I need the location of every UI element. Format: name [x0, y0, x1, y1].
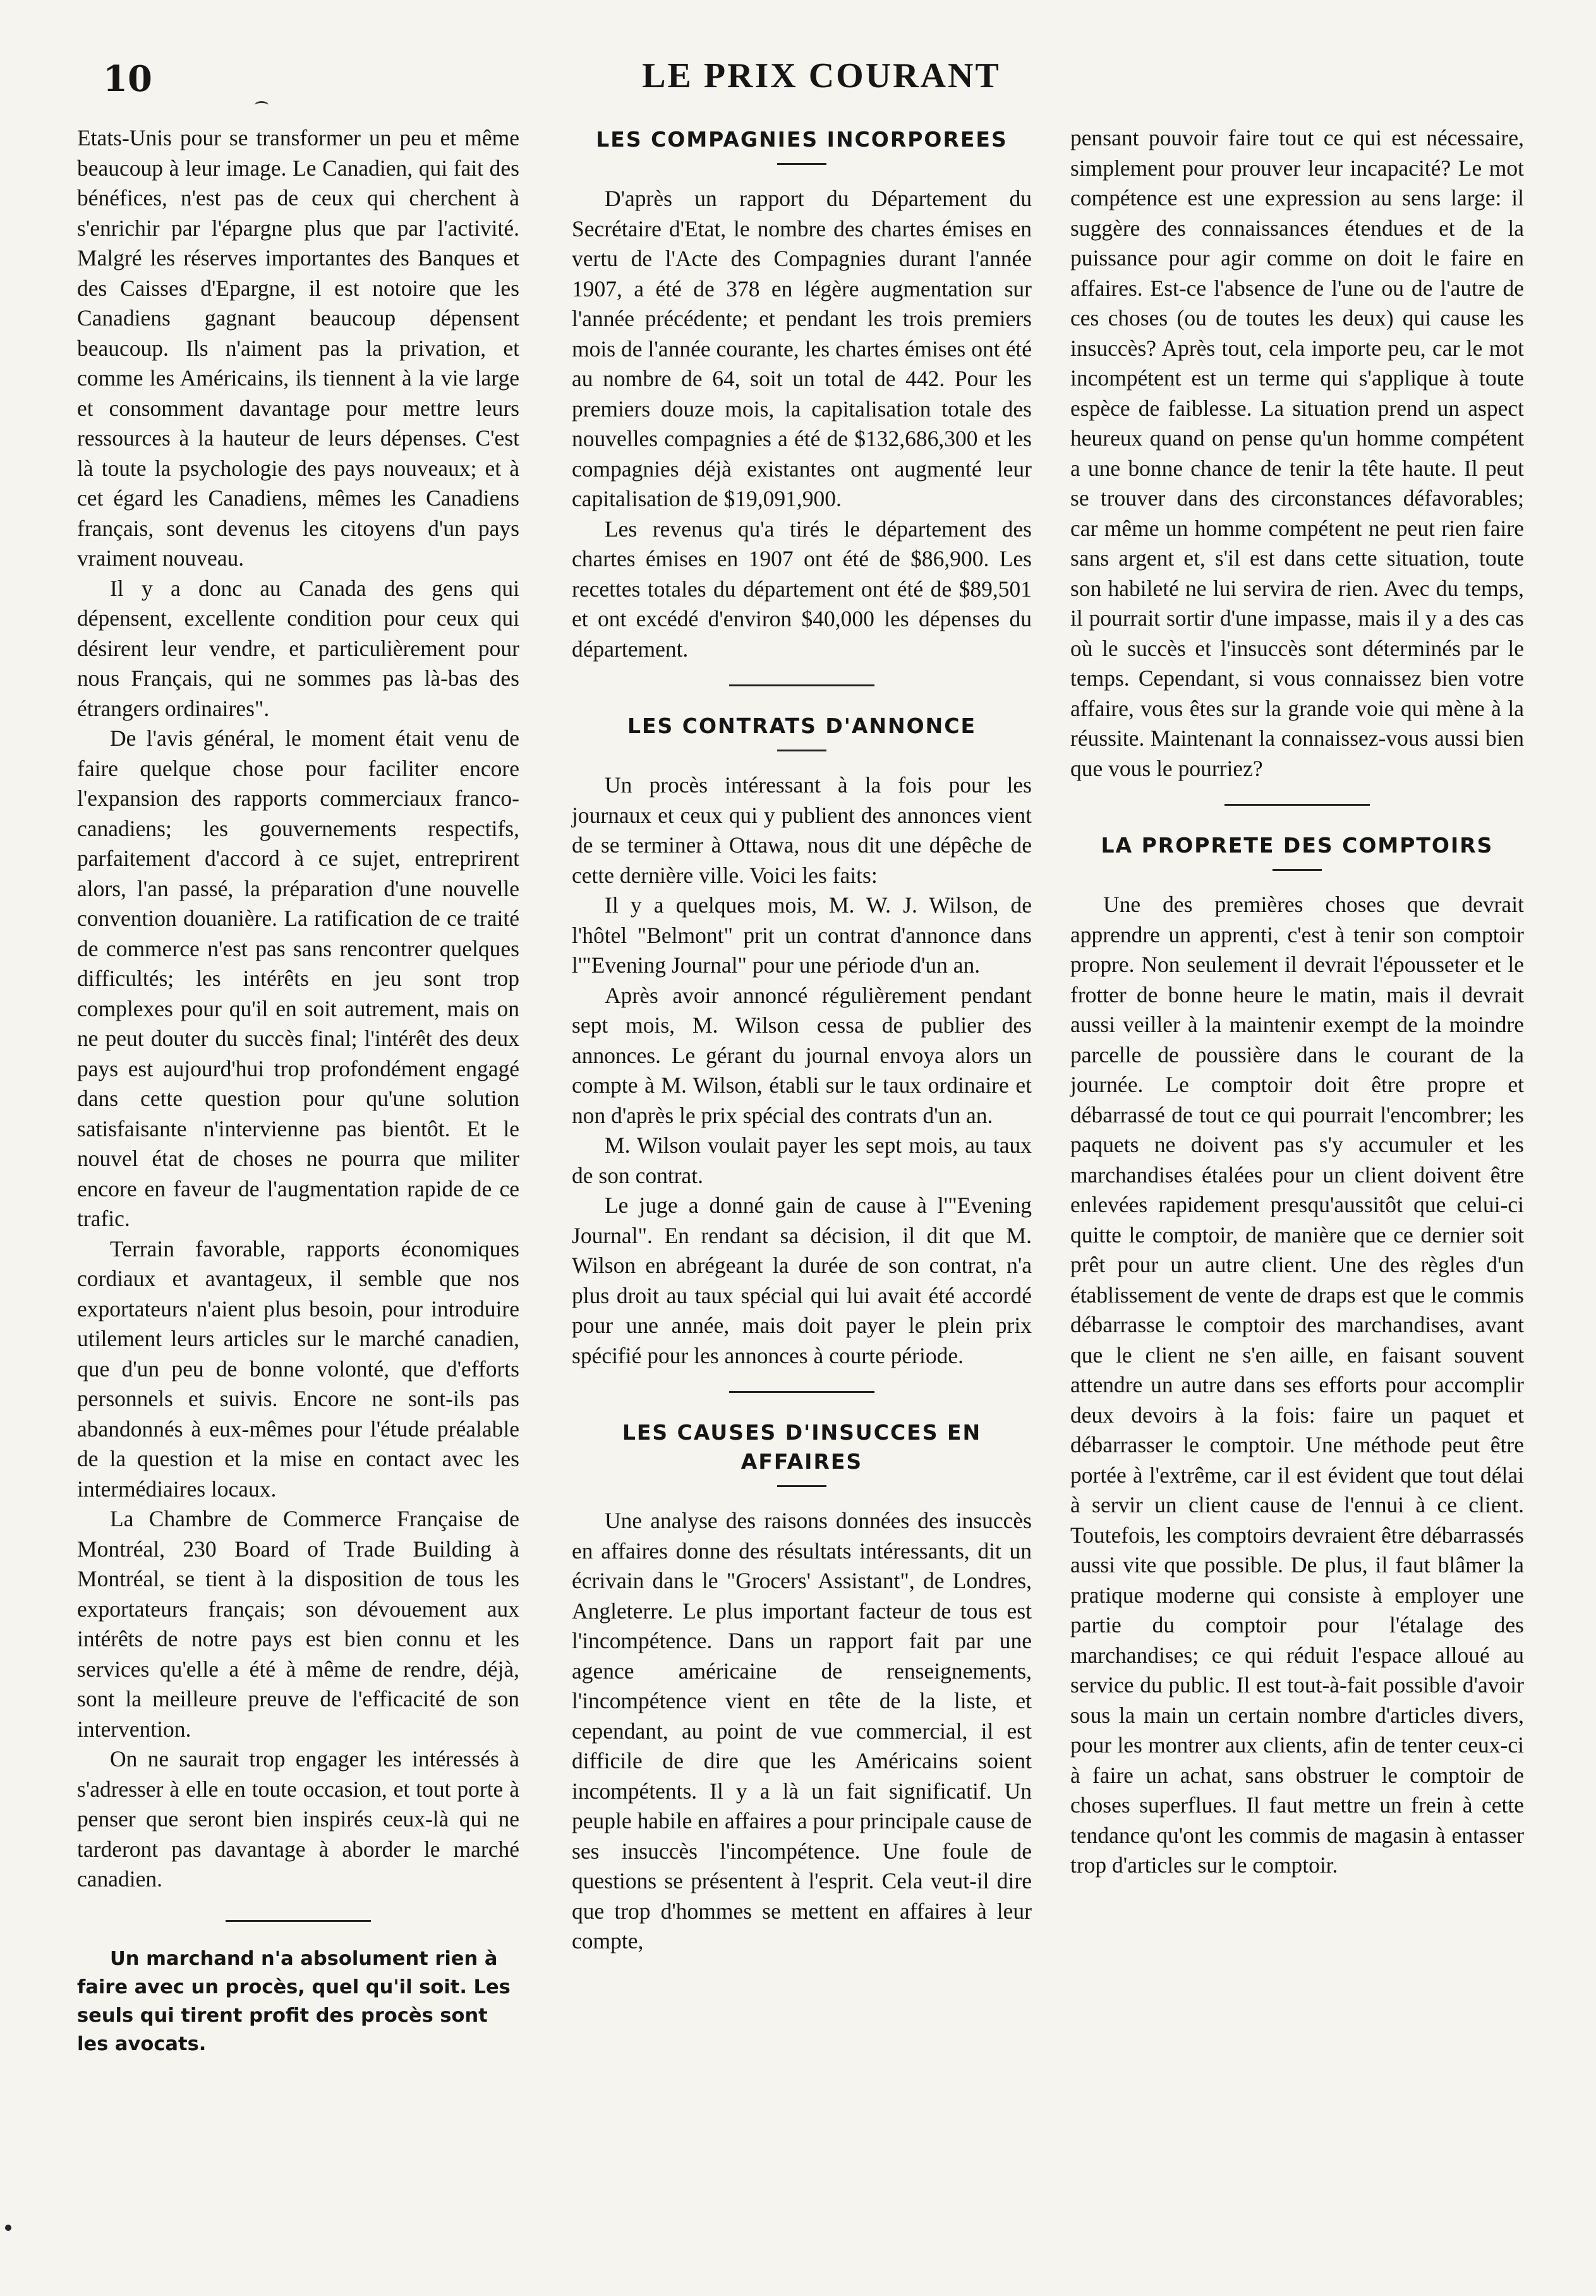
companies-paragraph: Les revenus qu'a tirés le département des chartes émises en 1907 ont été de $86,900. Les recettes totales du département ont été de $89,501 et ont excédé d'environ $40,000 les dépenses du département. — [572, 516, 1032, 662]
col1-paragraph: Etats-Unis pour se transformer un peu et même beaucoup à leur image. Le Canadien, qui fait des bénéfices, n'est pas de ceux qui cherchent à s'enrichir par l'épargne plus que par l'activité. Malgré les réserves importantes des Banques et des Caisses d'Epargne, il est notoire que les Canadiens gagnant beaucoup dépensent beaucoup. Ils n'aiment pas la privation, et comme les Américains, ils tiennent à la vie large et consomment davantage pour mettre leurs ressources à la hauteur de leurs dépenses. C'est là toute la psychologie des pays nouveaux; et à cet égard les Canadiens, mêmes les Canadiens français, sont devenus les citoyens d'un pays vraiment nouveau. — [77, 125, 519, 571]
heading-rule — [1273, 869, 1322, 871]
section-divider — [226, 1920, 371, 1922]
col1-paragraph: On ne saurait trop engager les intéressés à s'adresser à elle en toute occasion, et tout porte à penser que seront bien inspirés ceux-là qui ne tarderont pas davantage à aborder le marché canadien. — [77, 1746, 519, 1892]
col1-paragraph: La Chambre de Commerce Française de Montréal, 230 Board of Trade Building à Montréal, se tient à la disposition de tous les exportateurs français; son dévouement aux intérêts de notre pays est bien connu et les services qu'elle a été à même de rendre, déjà, sont la meilleure preuve de l'efficacité de son intervention. — [77, 1506, 519, 1742]
column-3 — [1070, 123, 1524, 1881]
col1-paragraph: Terrain favorable, rapports économiques cordiaux et avantageux, il semble que nos exportateurs n'aient plus besoin, pour introduire utilement leurs articles sur le marché canadien, que d'un peu de bonne volonté, que d'efforts personnels et suivis. Encore ne sont-ils pas abandonnés à eux-mêmes pour l'étude préalable de la question et la mise en contact avec les intermédiaires locaux. — [77, 1236, 519, 1502]
margin-mark — [5, 2225, 11, 2231]
contracts-paragraph: Il y a quelques mois, M. W. J. Wilson, de l'hôtel "Belmont" prit un contrat d'annonce dans l'"Evening Journal" pour une période d'un an. — [572, 892, 1032, 978]
section-divider — [1224, 804, 1370, 806]
heading-rule — [777, 1485, 826, 1487]
col1-paragraph: De l'avis général, le moment était venu de faire quelque chose pour faciliter encore l'expansion des rapports commerciaux franco-canadiens; les gouvernements respectifs, parfaitement d'accord à ce sujet, entreprirent alors, l'an passé, la préparation d'une nouvelle convention douanière. La ratification de ce traité de commerce n'est pas sans rencontrer quelques difficultés; les intérêts en jeu sont trop complexes pour qu'il en soit autrement, mais on ne peut douter du succès final; l'intérêt des deux pays est aujourd'hui trop profondément engagé dans cette question pour qu'une solution satisfaisante n'intervienne pas bientôt. Et le nouvel état de choses ne pourra que militer encore en faveur de l'augmentation rapide de ce trafic. — [77, 726, 519, 1231]
heading-advertising-contracts: LES CONTRATS D'ANNONCE — [627, 714, 977, 738]
failures-continuation: pensant pouvoir faire tout ce qui est nécessaire, simplement pour prouver leur incapacité? Le mot compétence est une expression au sens large: il suggère des connaissances étendues et de la puissance pour agir comme on doit le faire en affaires. Est-ce l'absence de l'une ou de l'autre de ces choses (ou de toutes les deux) qui cause les insuccès? Après tout, cela importe peu, car le mot incompétent est un terme qui s'applique à toute espèce de faiblesse. La situation prend un aspect heureux quand on pense qu'un homme compétent a une bonne chance de tenir la tête haute. Il peut se trouver dans des circonstances défavorables; car même un homme compétent ne peut rien faire sans argent et, s'il est dans cette situation, toute son habileté ne lui servira de rien. Avec du temps, il pourrait sortir d'une impasse, mais il y a des cas où le succès et l'insuccès sont déterminés par le temps. Cependant, si vous connaissez bien votre affaire, vous êtes sur la grande voie qui mène à la réussite. Maintenant la connaissez-vous aussi bien que vous le pourriez? — [1070, 125, 1524, 781]
col1-paragraph: Il y a donc au Canada des gens qui dépensent, excellente condition pour ceux qui désirent leur vendre, et particulièrement pour nous Français, qui ne sommes pas là-bas des étrangers ordinaires". — [77, 575, 519, 721]
contracts-paragraph: Après avoir annoncé régulièrement pendant sept mois, M. Wilson cessa de publier des annonces. Le gérant du journal envoya alors un compte à M. Wilson, établi sur le taux ordinaire et non d'après le prix spécial des contrats d'un an. — [572, 982, 1032, 1128]
heading-business-failures-line2: AFFAIRES — [741, 1449, 863, 1474]
maxim-lawsuits: Un marchand n'a absolument rien à faire avec un procès, quel qu'il soit. Les seuls qui tirent profit des procès sont les avocats. — [77, 1947, 511, 2055]
contracts-paragraph: Le juge a donné gain de cause à l'"Evening Journal". En rendant sa décision, il dit que M. Wilson en abrégeant la durée de son contrat, n'a plus droit au taux spécial qui lui avait été accordé pour une année, mais doit payer le plein prix spécifié pour les annonces à courte période. — [572, 1193, 1032, 1368]
section-divider — [729, 1391, 874, 1393]
failures-paragraph: Une analyse des raisons données des insuccès en affaires donne des résultats intéressants, dit un écrivain dans le "Grocers' Assistant", de Londres, Angleterre. Le plus important facteur de tous est l'incompétence. Dans un rapport fait par une agence américaine de renseignements, l'incompétence vient en tête de la liste, et cependant, au point de vue commercial, il est difficile de dire que les Américains soient incompétents. Il y a là un fait significatif. Un peuple habile en affaires a pour principale cause de ses insuccès l'incompétence. Une foule de questions se présentent à l'esprit. Cela veut-il dire que trop d'hommes se mettent en affaires à leur compte, — [572, 1508, 1032, 1953]
contracts-paragraph: M. Wilson voulait payer les sept mois, au taux de son contrat. — [572, 1133, 1032, 1188]
heading-incorporated-companies: LES COMPAGNIES INCORPOREES — [596, 127, 1008, 152]
companies-paragraph: D'après un rapport du Département du Secrétaire d'Etat, le nombre des chartes émises en vertu de l'Acte des Compagnies durant l'année 1907, a été de 378 en légère augmentation sur l'année précédente; et pendant les trois premiers mois de l'année courante, les chartes émises ont été au nombre de 64, soit un total de 442. Pour les premiers douze mois, la capitalisation totale des nouvelles compagnies a été de $132,686,300 et les compagnies déjà existantes ont augmenté leur capitalisation de $19,091,900. — [572, 186, 1032, 511]
column-1 — [77, 123, 519, 2058]
heading-rule — [777, 750, 826, 751]
section-divider — [729, 684, 874, 686]
heading-counter-cleanliness: LA PROPRETE DES COMPTOIRS — [1101, 833, 1494, 858]
page-number: 10 — [103, 58, 152, 100]
printer-ornament — [255, 101, 269, 109]
contracts-paragraph: Un procès intéressant à la fois pour les journaux et ceux qui y publient des annonces vient de se terminer à Ottawa, nous dit une dépêche de cette dernière ville. Voici les faits: — [572, 772, 1032, 888]
running-head-title: LE PRIX COURANT — [642, 56, 1001, 95]
counters-paragraph: Une des premières choses que devrait apprendre un apprenti, c'est à tenir son comptoir propre. Non seulement il devrait l'épousseter et le frotter de bonne heure le matin, mais il devrait aussi veiller à la maintenir exempt de la moindre parcelle de poussière dans le courant de la journée. Le comptoir doit être propre et débarrassé de tout ce qui pourrait l'encombrer; les paquets ne doivent pas s'y accumuler et les marchandises étalées pour un client doivent être enlevées rapidement presqu'aussitôt que celui-ci quitte le comptoir, de manière que ce dernier soit prêt pour un autre client. Une des règles d'un établissement de vente de draps est que le commis débarrasse le comptoir des marchandises, avant que le client ne s'en aille, en faisant souvent attendre un autre dans ses efforts pour accomplir deux devoirs à la fois: faire un paquet et débarrasser le comptoir. Une méthode peut être portée à l'extrême, car il est évident que tout délai à servir un client cause de l'ennui à ce client. Toutefois, les comptoirs devraient être débarrassés aussi vite que possible. De plus, il faut blâmer la pratique moderne qui consiste à employer une partie du comptoir pour l'étalage des marchandises; ce qui réduit l'espace alloué au service du public. Il est tout-à-fait possible d'avoir sous la main un certain nombre d'articles divers, pour les montrer aux clients, afin de tenter ceux-ci à faire un achat, sans obstruer le comptoir de choses superflues. Il faut mettre un frein à cette tendance qu'ont les commis de magasin à entasser trop d'articles sur le comptoir. — [1070, 892, 1524, 1878]
heading-rule — [777, 163, 826, 165]
heading-business-failures-line1: LES CAUSES D'INSUCCES EN — [622, 1420, 982, 1445]
column-2 — [572, 125, 1032, 1957]
